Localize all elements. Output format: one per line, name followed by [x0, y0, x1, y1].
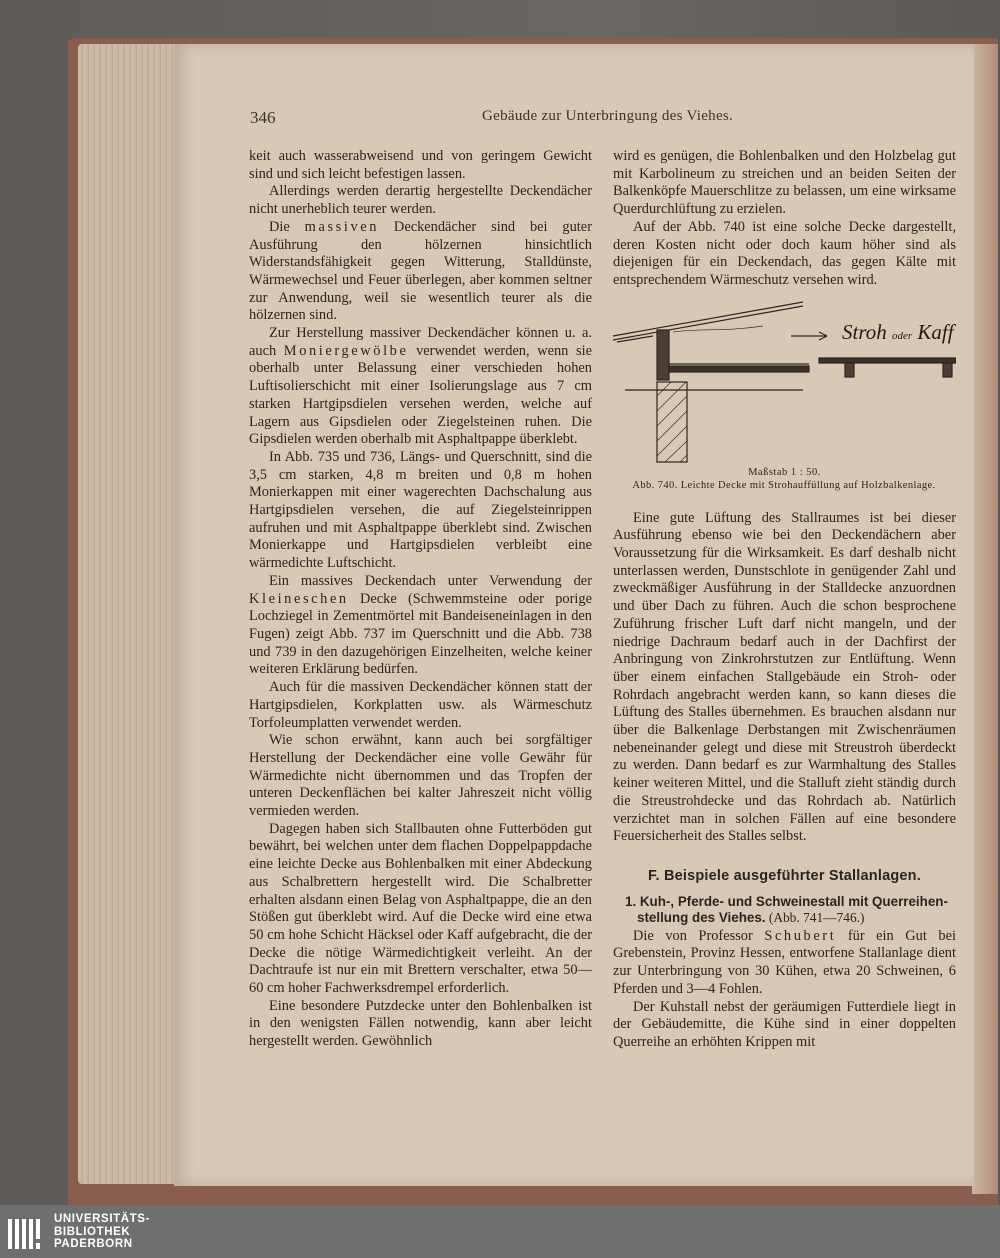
page-stack-edge [78, 44, 188, 1184]
right-column [613, 148, 956, 1052]
spaced-term: Moniergewölbe [283, 342, 409, 359]
paragraph: Die massiven Deckendächer sind bei guter Ausführung den hölzernen hinsichtlich Widerstandsfähigkeit gegen Witterung, Stalldünste, Wärmewechsel und Feuer überlegen, aber kommen seltner zur Anwendung, weil sie wesentlich teurer als die hölzernen sind. [249, 218, 592, 324]
paragraph: keit auch wasserabweisend und von geringem Gewicht sind und sich leicht befestigen lassen. [249, 148, 592, 182]
page-number: 346 [250, 108, 276, 127]
spaced-term: massiven [304, 218, 380, 235]
paragraph: Eine gute Lüftung des Stallraumes ist bei dieser Ausführung ebenso wie bei den Deckendächern aber Voraussetzung für die Wirksamkeit. Es darf deshalb nicht unterlassen werden, Dunstschlote in genügender Zahl und zweckmäßiger Ausführung in der Stalldecke anzuordnen und über Dach zu führen. Auch die schon besprochene Zuführung frischer Luft darf nicht mangeln, und der niedrige Dachraum bedarf auch in der Dachfirst der Anbringung von Zinkrohrstutzen zur Entlüftung. Wenn über einem einfachen Stallgebäude ein Stroh- oder Rohrdach angebracht werden kann, so kann dieses die Lüftung des Stalles übernehmen. Es brauchen alsdann nur über die Balkenlage Derbstangen mit Zwischenräumen nebeneinander gelegt und diese mit Streustroh überdeckt zu werden. Dann bedarf es zur Warmhaltung des Stalles keiner weiteren Mittel, und die Stalluft zieht ständig durch die Streustrohdecke und das Rohrdach ab. Natürlich verzichtet man in solchen Fällen auf eine besondere Feuersicherheit des Stalles selbst. [613, 509, 956, 845]
handwritten-annotation: Stroh oder Kaff [842, 319, 954, 344]
library-footer [0, 1205, 1000, 1258]
spaced-term: Kleineschen [249, 590, 349, 607]
section-heading: F. Beispiele ausgeführter Stallanlagen. [648, 867, 921, 884]
paragraph: Auch für die massiven Deckendächer können statt der Hartgipsdielen, Korkplatten usw. als Wärmeschutz Torfoleumplatten verwendet werden. [249, 679, 592, 731]
paragraph: Zur Herstellung massiver Deckendächer können u. a. auch Moniergewölbe verwendet werden, wenn sie oberhalb unter Belassung einer verschieden hohen Luftisolierschicht mit einer Isolierungslage aus 7 cm starken Hartgipsdielen versehen werden, welche auf Lagern aus Gipsdielen oder Ziegelsteinen ruhen. Die Gipsdielen werden oberhalb mit Asphaltpappe überklebt. [249, 325, 592, 448]
paragraph: Dagegen haben sich Stallbauten ohne Futterböden gut bewährt, bei welchen unter dem flachen Doppelpappdache eine leichte Decke aus Bohlenbalken mit einer Abdeckung aus Schalbrettern hergestellt wird. Die Schalbretter erhalten alsdann einen Belag von Asphaltpappe, die an den Stößen gut überklebt wird. Auf die Decke wird eine etwa 50 cm hohe Schicht Häcksel oder Kaff aufgebracht, die der Decke die nötige Wärmedichtigkeit verleiht. An der Dachtraufe ist nur ein mit Brettern verschalter, etwa 50—60 cm hoher Fachwerksdrempel erforderlich. [249, 820, 592, 997]
figure-abb-740 [613, 296, 956, 496]
paragraph: Ein massives Deckendach unter Verwendung der Kleineschen Decke (Schwemmsteine oder porige Lochziegel in Zementmörtel mit Bandeiseneinlagen in den Fugen) zeigt Abb. 737 im Querschnitt und die Abb. 738 und 739 in den dazugehörigen Einzelheiten, welche keiner weiteren Erklärung bedürfen. [249, 572, 592, 678]
paragraph: Allerdings werden derartig hergestellte Deckendächer nicht unerheblich teurer werden. [249, 183, 592, 218]
figure-caption: Abb. 740. Leichte Decke mit Strohauffüllung auf Holzbalkenlage. [632, 479, 936, 491]
paragraph: Der Kuhstall nebst der geräumigen Futterdiele liegt in der Gebäudemitte, die Kühe sind in einer doppelten Querreihe an erhöhten Krippen mit [613, 998, 956, 1050]
spaced-term: Schubert [764, 927, 837, 944]
running-header-title: Gebäude zur Unterbringung des Viehes. [482, 108, 734, 124]
roof-line [613, 302, 803, 336]
left-column [249, 148, 592, 1051]
detail-beam [819, 358, 956, 363]
ceiling-beam [669, 366, 809, 372]
paragraph: In Abb. 735 und 736, Längs- und Querschnitt, sind die 3,5 cm starken, 4,8 m breiten und 0,8 m hohen Monierkappen mit einer wagerechten Dachschalung aus Hartgipsdielen versehen, die auf Ziegelsteinrippen aufruhen und mit Asphaltpappe überklebt sind. Zwischen Monierkappe und Hartgipsdielen verbleibt eine wärmedichte Luftschicht. [249, 448, 592, 572]
ceiling-section-drawing [613, 296, 956, 466]
library-logo-icon [6, 1213, 46, 1253]
library-name: UNIVERSITÄTS- BIBLIOTHEK PADERBORN [54, 1213, 150, 1250]
paragraph: Wie schon erwähnt, kann auch bei sorgfältiger Herstellung der Deckendächer eine volle Gewähr für Wärmedichte nicht übernommen und das Tropfen der unteren Deckenflächen bei kalter Jahreszeit nicht völlig vermieden werden. [249, 732, 592, 820]
paragraph: Auf der Abb. 740 ist eine solche Decke dargestellt, deren Kosten nicht oder doch kaum höher sind als diejenigen für ein Deckendach, das gegen Kälte mit entsprechendem Wärmeschutz versehen wird. [613, 218, 956, 288]
paragraph: Die von Professor Schubert für ein Gut bei Grebenstein, Provinz Hessen, entworfene Stallanlage dient zur Unterbringung von 30 Kühen, etwa 20 Schweinen, 6 Pferden und 3—4 Fohlen. [613, 927, 956, 997]
figure-scale: Maßstab 1 : 50. [748, 466, 821, 478]
cornice-block [657, 330, 669, 380]
paragraph: wird es genügen, die Bohlenbalken und den Holzbelag gut mit Karbolineum zu streichen und an beiden Seiten der Balkenköpfe Mauerschlitze zu belassen, um eine wirksame Querdurchlüftung zu erzielen. [613, 148, 956, 218]
wall [657, 382, 687, 462]
sub-heading: 1. Kuh-, Pferde- und Schweinestall mit Querreihen- stellung des Viehes. (Abb. 741—746.) [625, 893, 948, 925]
paragraph: Eine besondere Putzdecke unter den Bohlenbalken ist in den wenigsten Fällen notwendig, kann aber leicht hergestellt werden. Gewöhnlich [249, 997, 592, 1050]
right-page-edge [972, 44, 998, 1194]
